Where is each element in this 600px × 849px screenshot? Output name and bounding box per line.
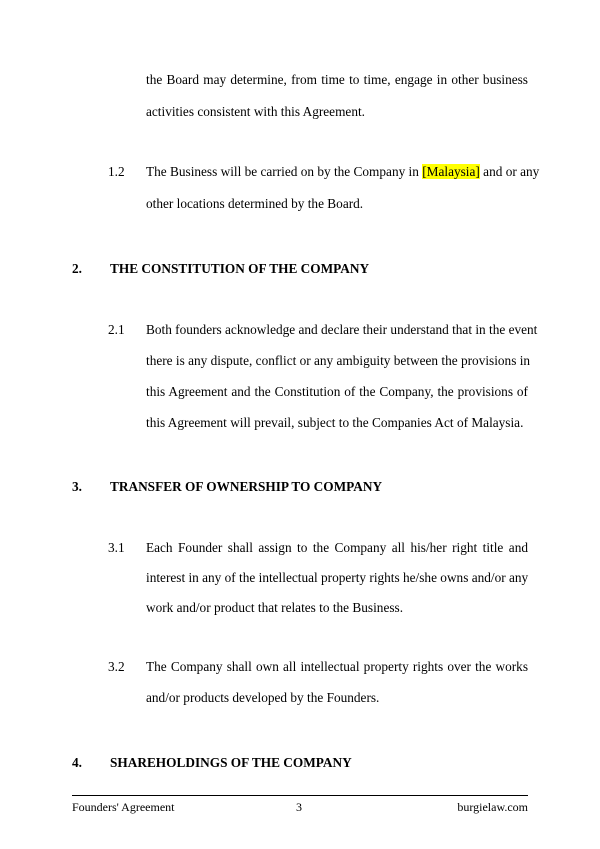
section-2-number: 2. (72, 261, 82, 276)
clause-number-3-1: 3.1 (108, 540, 125, 555)
highlighted-location: [Malaysia] (422, 164, 480, 179)
paragraph-1-2-line-1 (146, 164, 540, 180)
clause-number-1-2: 1.2 (108, 164, 125, 179)
footer-page-number: 3 (296, 800, 302, 814)
paragraph-2-1-line-2: there is any dispute, conflict or any ambiguity between the provisions in (146, 353, 531, 368)
section-4-title: SHAREHOLDINGS OF THE COMPANY (110, 755, 352, 770)
footer-website: burgielaw.com (457, 800, 528, 814)
section-3-title: TRANSFER OF OWNERSHIP TO COMPANY (110, 479, 383, 494)
paragraph-1-1-line-1: the Board may determine, from time to time, engage in other business (146, 72, 528, 87)
paragraph-1-2-text-post: and or any (479, 164, 540, 179)
section-3-number: 3. (72, 479, 82, 494)
clause-number-3-2: 3.2 (108, 659, 125, 674)
paragraph-1-1-line-2: activities consistent with this Agreement. (146, 104, 365, 119)
paragraph-2-1-line-3: this Agreement and the Constitution of the Company, the provisions of (146, 384, 528, 399)
paragraph-3-1-line-1: Each Founder shall assign to the Company all his/her right title and (146, 540, 528, 555)
paragraph-1-2-text-pre: The Business will be carried on by the Company in (146, 164, 423, 179)
paragraph-3-1-line-3: work and/or product that relates to the Business. (146, 600, 404, 615)
paragraph-3-2-line-2: and/or products developed by the Founders. (146, 690, 380, 705)
paragraph-2-1-line-1: Both founders acknowledge and declare their understand that in the event (146, 322, 538, 337)
paragraph-3-1-line-2: interest in any of the intellectual property rights he/she owns and/or any (146, 570, 529, 585)
clause-number-2-1: 2.1 (108, 322, 125, 337)
paragraph-1-2-line-2: other locations determined by the Board. (146, 196, 364, 211)
footer-divider (72, 795, 528, 796)
paragraph-2-1-line-4: this Agreement will prevail, subject to the Companies Act of Malaysia. (146, 415, 524, 430)
section-2-title: THE CONSTITUTION OF THE COMPANY (110, 261, 370, 276)
section-4-number: 4. (72, 755, 82, 770)
footer-document-title: Founders' Agreement (72, 800, 175, 814)
paragraph-3-2-line-1: The Company shall own all intellectual property rights over the works (146, 659, 528, 674)
